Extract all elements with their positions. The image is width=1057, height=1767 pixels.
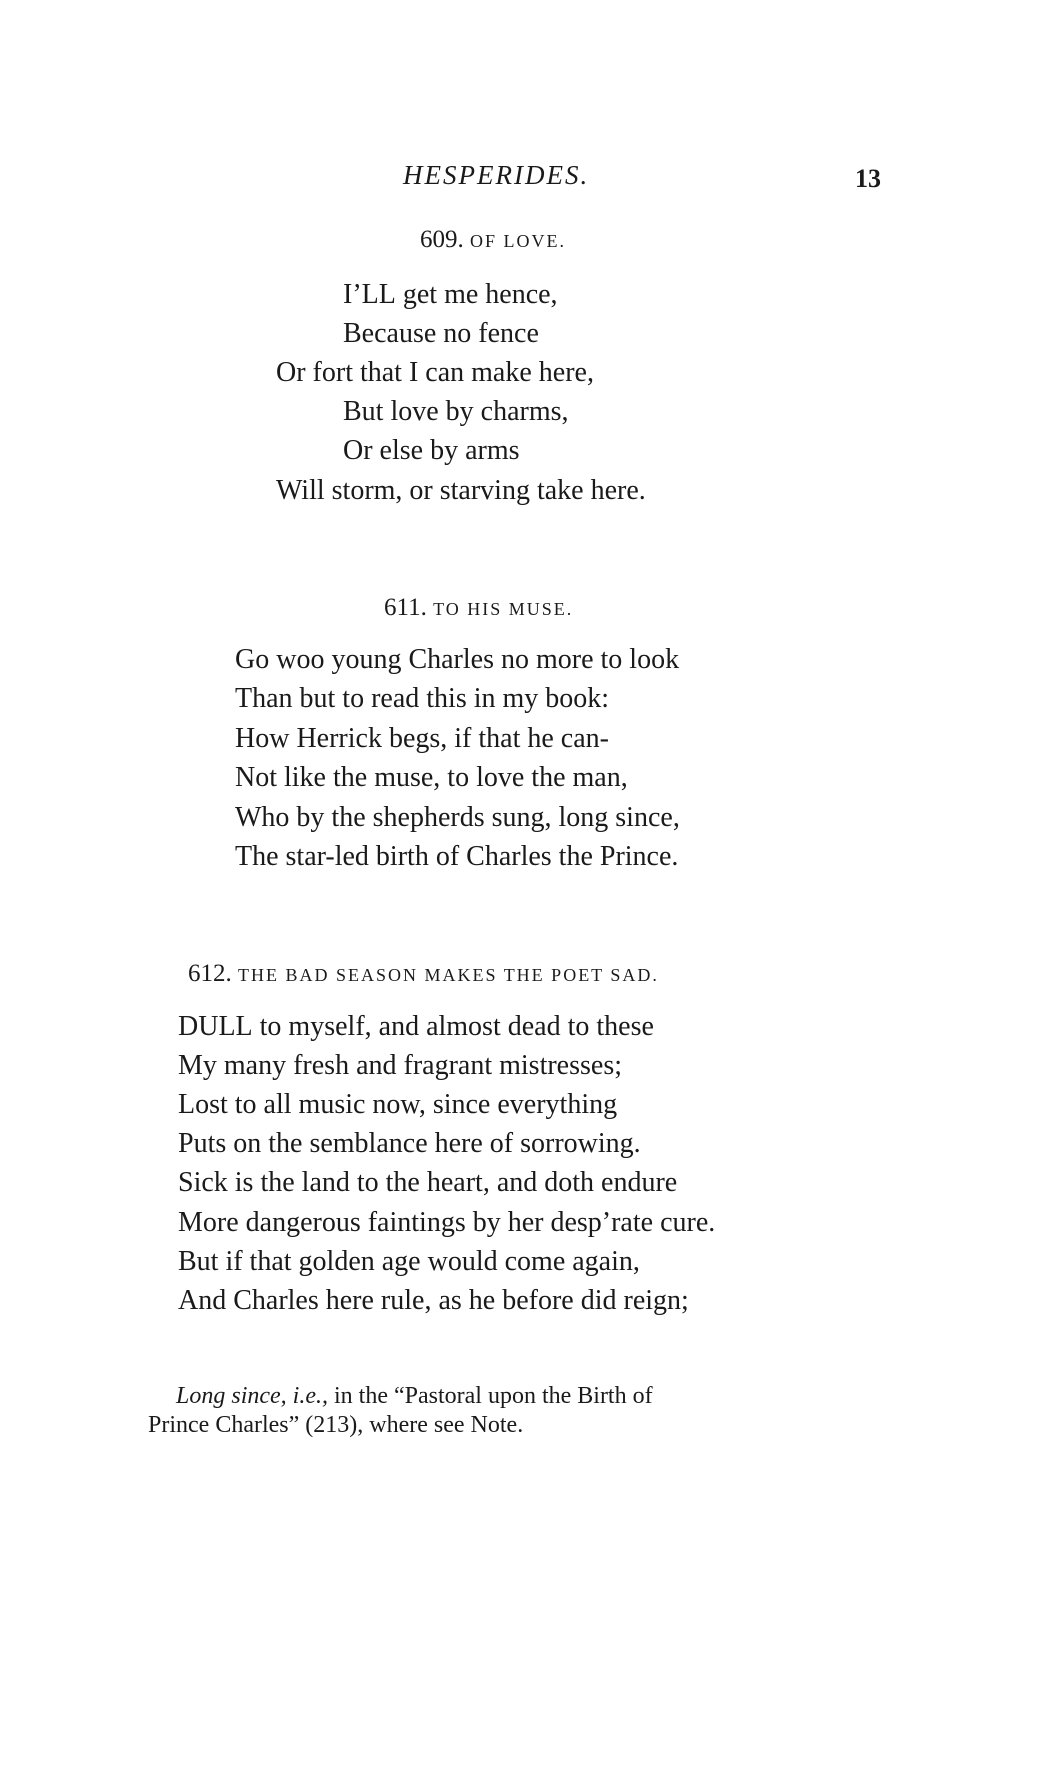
poem-612-line-6: More dangerous faintings by her desp’rate cure.	[178, 1207, 716, 1238]
footnote-line-1	[176, 1383, 653, 1411]
footnote-text: in the “Pastoral upon the Birth of	[327, 1383, 653, 1409]
initial-word: I’LL	[343, 279, 396, 310]
line-rest: to myself, and almost dead to these	[252, 1011, 654, 1042]
poem-title: THE BAD SEASON MAKES THE POET SAD.	[238, 965, 659, 985]
poem-609-line-1	[343, 281, 558, 309]
poem-612-line-4: Puts on the semblance here of sorrowing.	[178, 1128, 641, 1159]
poem-number: 612.	[188, 960, 232, 987]
poem-609-line-5: Or else by arms	[343, 435, 520, 466]
poem-609-line-6: Will storm, or starving take here.	[276, 475, 646, 506]
poem-611-line-1: Go woo young Charles no more to look	[235, 644, 680, 675]
poem-609-line-2: Because no fence	[343, 318, 539, 349]
poem-611-line-2: Than but to read this in my book:	[235, 683, 610, 714]
running-title: HESPERIDES.	[403, 160, 590, 190]
poem-612-line-3: Lost to all music now, since everything	[178, 1089, 618, 1120]
page-number: 13	[855, 164, 881, 193]
poem-611-line-5: Who by the shepherds sung, long since,	[235, 802, 680, 833]
poem-612-line-5: Sick is the land to the heart, and doth endure	[178, 1167, 678, 1198]
line-rest: get me hence,	[395, 279, 558, 310]
poem-number: 611.	[384, 594, 427, 621]
poem-609-heading	[420, 226, 566, 254]
poem-609-line-4: But love by charms,	[343, 396, 569, 427]
poem-612-line-8: And Charles here rule, as he before did reign;	[178, 1285, 689, 1316]
poem-612-line-1	[178, 1013, 654, 1041]
poem-title: TO HIS MUSE.	[433, 599, 574, 619]
running-head	[0, 160, 1057, 200]
poem-number: 609.	[420, 226, 464, 253]
poem-612-heading	[188, 960, 659, 988]
poem-611-line-3: How Herrick begs, if that he can-	[235, 723, 609, 754]
poem-612-line-7: But if that golden age would come again,	[178, 1246, 640, 1277]
footnote-italic: Long since, i.e.,	[176, 1383, 328, 1409]
poem-612-line-2: My many fresh and fragrant mistresses;	[178, 1050, 622, 1081]
poem-611-line-6: The star-led birth of Charles the Prince.	[235, 841, 679, 872]
initial-word: DULL	[178, 1011, 253, 1042]
poem-611-heading	[384, 594, 573, 622]
poem-611-line-4: Not like the muse, to love the man,	[235, 762, 628, 793]
footnote-line-2: Prince Charles” (213), where see Note.	[148, 1412, 524, 1438]
poem-title: OF LOVE.	[470, 231, 566, 251]
poem-609-line-3: Or fort that I can make here,	[276, 357, 594, 388]
